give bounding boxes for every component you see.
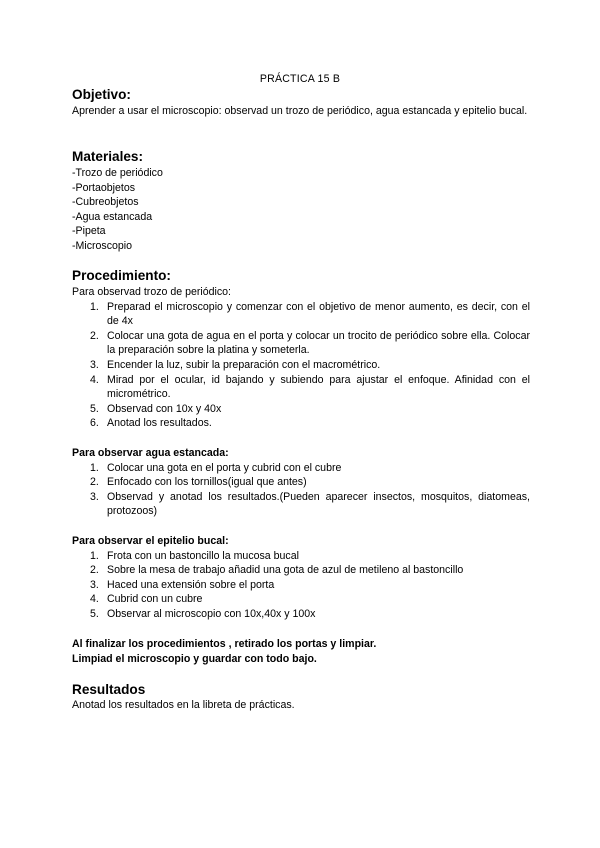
list-item: 2. Enfocado con los tornillos(igual que antes) <box>90 476 307 489</box>
list-item: 5. Observad con 10x y 40x <box>90 402 222 415</box>
resultados-text: Anotad los resultados en la libreta de prácticas. <box>72 699 295 711</box>
final-line-2: Limpiad el microscopio y guardar con todo bajo. <box>72 652 317 665</box>
final-line-1: Al finalizar los procedimientos , retirado los portas y limpiar. <box>72 638 377 650</box>
resultados-heading: Resultados <box>72 682 146 697</box>
objetivo-text: Aprender a usar el microscopio: observad un trozo de periódico, agua estancada y epitelio bucal. <box>72 105 528 117</box>
list-item: 4. Mirad por el ocular, id bajando y subiendo para ajustar el enfoque. Afinidad con el micrométrico. <box>90 373 530 401</box>
list-item: 3. Haced una extensión sobre el porta <box>90 578 275 591</box>
materiales-heading: Materiales: <box>72 149 144 164</box>
list-item: 2. Sobre la mesa de trabajo añadid una gota de azul de metileno al bastoncillo <box>90 564 464 577</box>
epitelio-steps <box>72 549 530 622</box>
materiales-item: -Microscopio <box>72 239 133 252</box>
epitelio-heading: Para observar el epitelio bucal: <box>72 535 229 547</box>
materiales-item: -Agua estancada <box>72 210 153 223</box>
objetivo-heading: Objetivo: <box>72 87 131 102</box>
final-notes <box>72 637 530 666</box>
list-item: 3. Encender la luz, subir la preparación con el macrométrico. <box>90 358 381 371</box>
agua-heading: Para observar agua estancada: <box>72 447 229 459</box>
agua-steps <box>72 461 530 519</box>
page-title: PRÁCTICA 15 B <box>259 73 341 85</box>
list-item: 3. Observad y anotad los resultados.(Pueden aparecer insectos, mosquitos, diatomeas, protozoos) <box>90 490 530 518</box>
materiales-item: -Portaobjetos <box>72 181 136 194</box>
materiales-item: -Cubreobjetos <box>72 196 139 209</box>
materiales-list <box>72 166 530 254</box>
list-item: 5. Observar al microscopio con 10x,40x y 100x <box>90 607 316 620</box>
materiales-item: -Pipeta <box>72 225 106 238</box>
list-item: 6. Anotad los resultados. <box>90 417 212 430</box>
list-item: 2. Colocar una gota de agua en el porta y colocar un trocito de periódico sobre ella. Colocar la preparación sobre la platina y someterla. <box>90 329 530 357</box>
epitelio-section <box>72 534 530 622</box>
list-item: 4. Cubrid con un cubre <box>90 593 203 606</box>
procedimiento-intro: Para observad trozo de periódico: <box>72 286 231 298</box>
procedimiento-heading: Procedimiento: <box>72 268 171 283</box>
list-item: 1. Preparad el microscopio y comenzar con el objetivo de menor aumento, es decir, con el de 4x <box>90 300 530 328</box>
procedimiento-section <box>72 285 530 431</box>
list-item: 1. Colocar una gota en el porta y cubrid con el cubre <box>90 461 342 474</box>
materiales-item: -Trozo de periódico <box>72 167 163 179</box>
list-item: 1. Frota con un bastoncillo la mucosa bucal <box>90 549 299 562</box>
procedimiento-steps <box>72 300 530 431</box>
agua-section <box>72 446 530 519</box>
